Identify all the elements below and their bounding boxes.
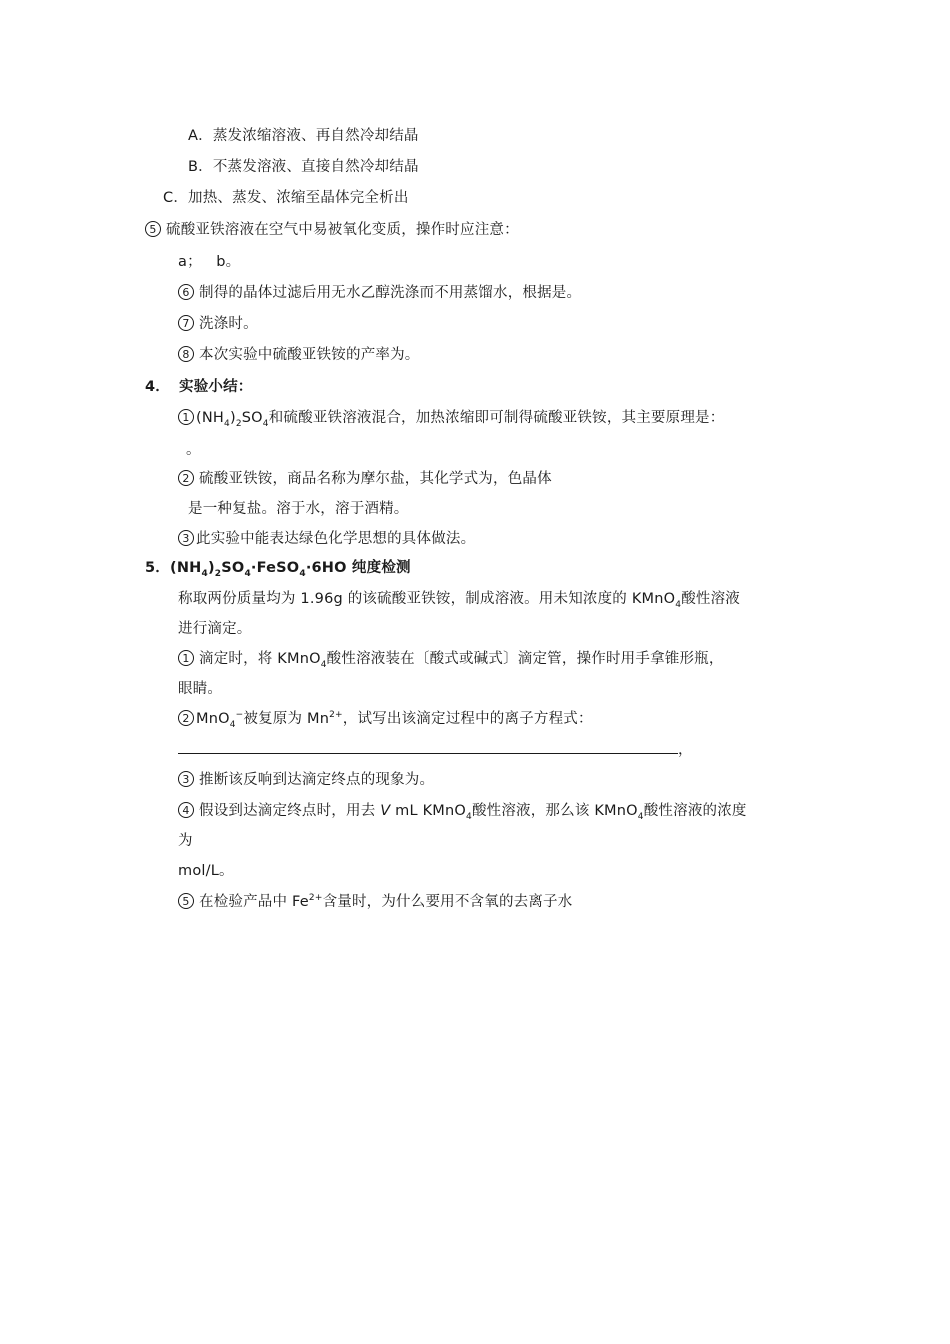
titration-4-cont1-text: 为 <box>178 833 193 849</box>
titration-4-cont2 <box>178 861 234 881</box>
formula-subscript: 4 <box>466 811 472 822</box>
titration-3-text: 推断该反响到达滴定终点的现象为。 <box>199 772 435 788</box>
titration-1-text: 酸性溶液装在〔酸式或碱式〕滴定管，操作时用手拿锥形瓶， <box>326 651 724 667</box>
option-c-text: C．加热、蒸发、浓缩至晶体完全析出 <box>163 190 409 206</box>
heading-part: ·6HO 纯度检测 <box>305 560 411 576</box>
summary-2-cont-text: 是一种复盐。溶于水，溶于酒精。 <box>188 501 409 517</box>
titration-5 <box>178 892 572 912</box>
circled-number: 2 <box>178 710 194 726</box>
summary-2-cont <box>188 499 409 519</box>
section-5-heading <box>145 558 411 578</box>
titration-1 <box>178 649 724 669</box>
titration-4 <box>178 801 747 821</box>
titration-5-text: 在检验产品中 Fe <box>199 894 309 910</box>
titration-4-cont2-text: mol/L。 <box>178 863 234 879</box>
section-4-title: 实验小结： <box>179 379 253 395</box>
formula-part: SO <box>241 410 263 426</box>
titration-1-text: 滴定时，将 KMnO <box>199 651 321 667</box>
section-4-number: 4． <box>145 379 170 395</box>
circled-number: 4 <box>178 802 194 818</box>
answer-blank-line <box>178 741 678 754</box>
circled-number: 5 <box>145 221 161 237</box>
summary-1-end <box>186 440 201 460</box>
titration-2-text: 被复原为 Mn <box>243 711 330 727</box>
question-5-ab-text: a； b。 <box>178 254 241 270</box>
formula-subscript: 4 <box>229 719 236 730</box>
summary-2-text: 硫酸亚铁铵，商品名称为摩尔盐，其化学式为，色晶体 <box>199 471 552 487</box>
titration-1-cont <box>178 679 222 699</box>
question-8-text: 本次实验中硫酸亚铁铵的产率为。 <box>199 347 420 363</box>
option-a <box>188 126 419 146</box>
option-b-text: B．不蒸发溶液、直接自然冷却结晶 <box>188 159 419 175</box>
formula-part: ) <box>229 410 236 426</box>
summary-2 <box>178 469 552 489</box>
formula-part: MnO <box>196 711 230 727</box>
titration-3 <box>178 770 434 790</box>
formula-subscript: 4 <box>675 599 682 610</box>
volume-variable: V <box>380 803 391 819</box>
titration-4-text: mL KMnO <box>390 803 466 819</box>
formula-subscript: 4 <box>244 568 251 579</box>
titration-2-text: ，试写出该滴定过程中的离子方程式： <box>342 711 593 727</box>
titration-4-text: 酸性溶液，那么该 KMnO <box>471 803 638 819</box>
summary-3 <box>178 529 475 549</box>
circled-number: 1 <box>178 650 194 666</box>
formula-superscript: 2+ <box>308 893 323 904</box>
question-5-ab <box>178 252 240 272</box>
option-c <box>163 188 409 208</box>
titration-1-cont-text: 眼睛。 <box>178 681 223 697</box>
circled-number: 1 <box>178 409 194 425</box>
paragraph-text: 称取两份质量均为 1.96g 的该硫酸亚铁铵，制成溶液。用未知浓度的 KMnO <box>178 591 676 607</box>
formula-part: (NH <box>196 410 225 426</box>
circled-number: 3 <box>178 771 194 787</box>
question-7-text: 洗涤时。 <box>199 316 258 332</box>
titration-4-text: 假设到达滴定终点时，用去 <box>199 803 381 819</box>
circled-number: 3 <box>178 530 194 546</box>
question-8 <box>178 345 420 365</box>
equation-blank <box>178 740 693 760</box>
formula-subscript: 2 <box>235 418 242 429</box>
heading-part: SO <box>221 560 245 576</box>
circled-number: 6 <box>178 284 194 300</box>
question-6 <box>178 283 581 303</box>
section-5-paragraph-cont <box>178 619 252 639</box>
titration-5-text: 含量时，为什么要用不含氧的去离子水 <box>322 894 573 910</box>
option-a-text: A．蒸发浓缩溶液、再自然冷却结晶 <box>188 128 419 144</box>
question-7 <box>178 314 258 334</box>
formula-subscript: 4 <box>320 659 327 670</box>
heading-part: ) <box>207 560 215 576</box>
summary-3-text: 此实验中能表达绿色化学思想的具体做法。 <box>196 531 476 547</box>
heading-part: 5．(NH <box>145 560 202 576</box>
titration-4-text: 酸性溶液的浓度 <box>643 803 747 819</box>
formula-subscript: 4 <box>262 418 269 429</box>
formula-subscript: 4 <box>299 568 306 579</box>
formula-subscript: 4 <box>224 418 230 429</box>
summary-1-text: 和硫酸亚铁溶液混合，加热浓缩即可制得硫酸亚铁铵，其主要原理是： <box>268 410 725 426</box>
heading-part: ·FeSO <box>250 560 300 576</box>
circled-number: 2 <box>178 470 194 486</box>
summary-1-end-text: 。 <box>186 442 201 458</box>
formula-subscript: 4 <box>637 811 644 822</box>
formula-superscript: 2+ <box>329 710 343 721</box>
circled-number: 7 <box>178 315 194 331</box>
question-5 <box>145 220 519 240</box>
titration-4-cont1 <box>178 831 193 851</box>
circled-number: 8 <box>178 346 194 362</box>
paragraph-text: 酸性溶液 <box>681 591 740 607</box>
formula-subscript: 2 <box>214 568 222 579</box>
formula-subscript: 4 <box>201 568 208 579</box>
section-5-paragraph <box>178 589 740 609</box>
question-5-text: 硫酸亚铁溶液在空气中易被氧化变质，操作时应注意： <box>166 222 519 238</box>
summary-1 <box>178 408 724 428</box>
option-b <box>188 157 419 177</box>
circled-number: 5 <box>178 893 194 909</box>
formula-superscript: − <box>235 710 244 721</box>
paragraph-cont-text: 进行滴定。 <box>178 621 252 637</box>
titration-2 <box>178 709 593 729</box>
trailing-comma: ， <box>678 742 693 758</box>
question-6-text: 制得的晶体过滤后用无水乙醇洗涤而不用蒸馏水，根据是。 <box>199 285 582 301</box>
section-4-heading <box>145 377 253 397</box>
